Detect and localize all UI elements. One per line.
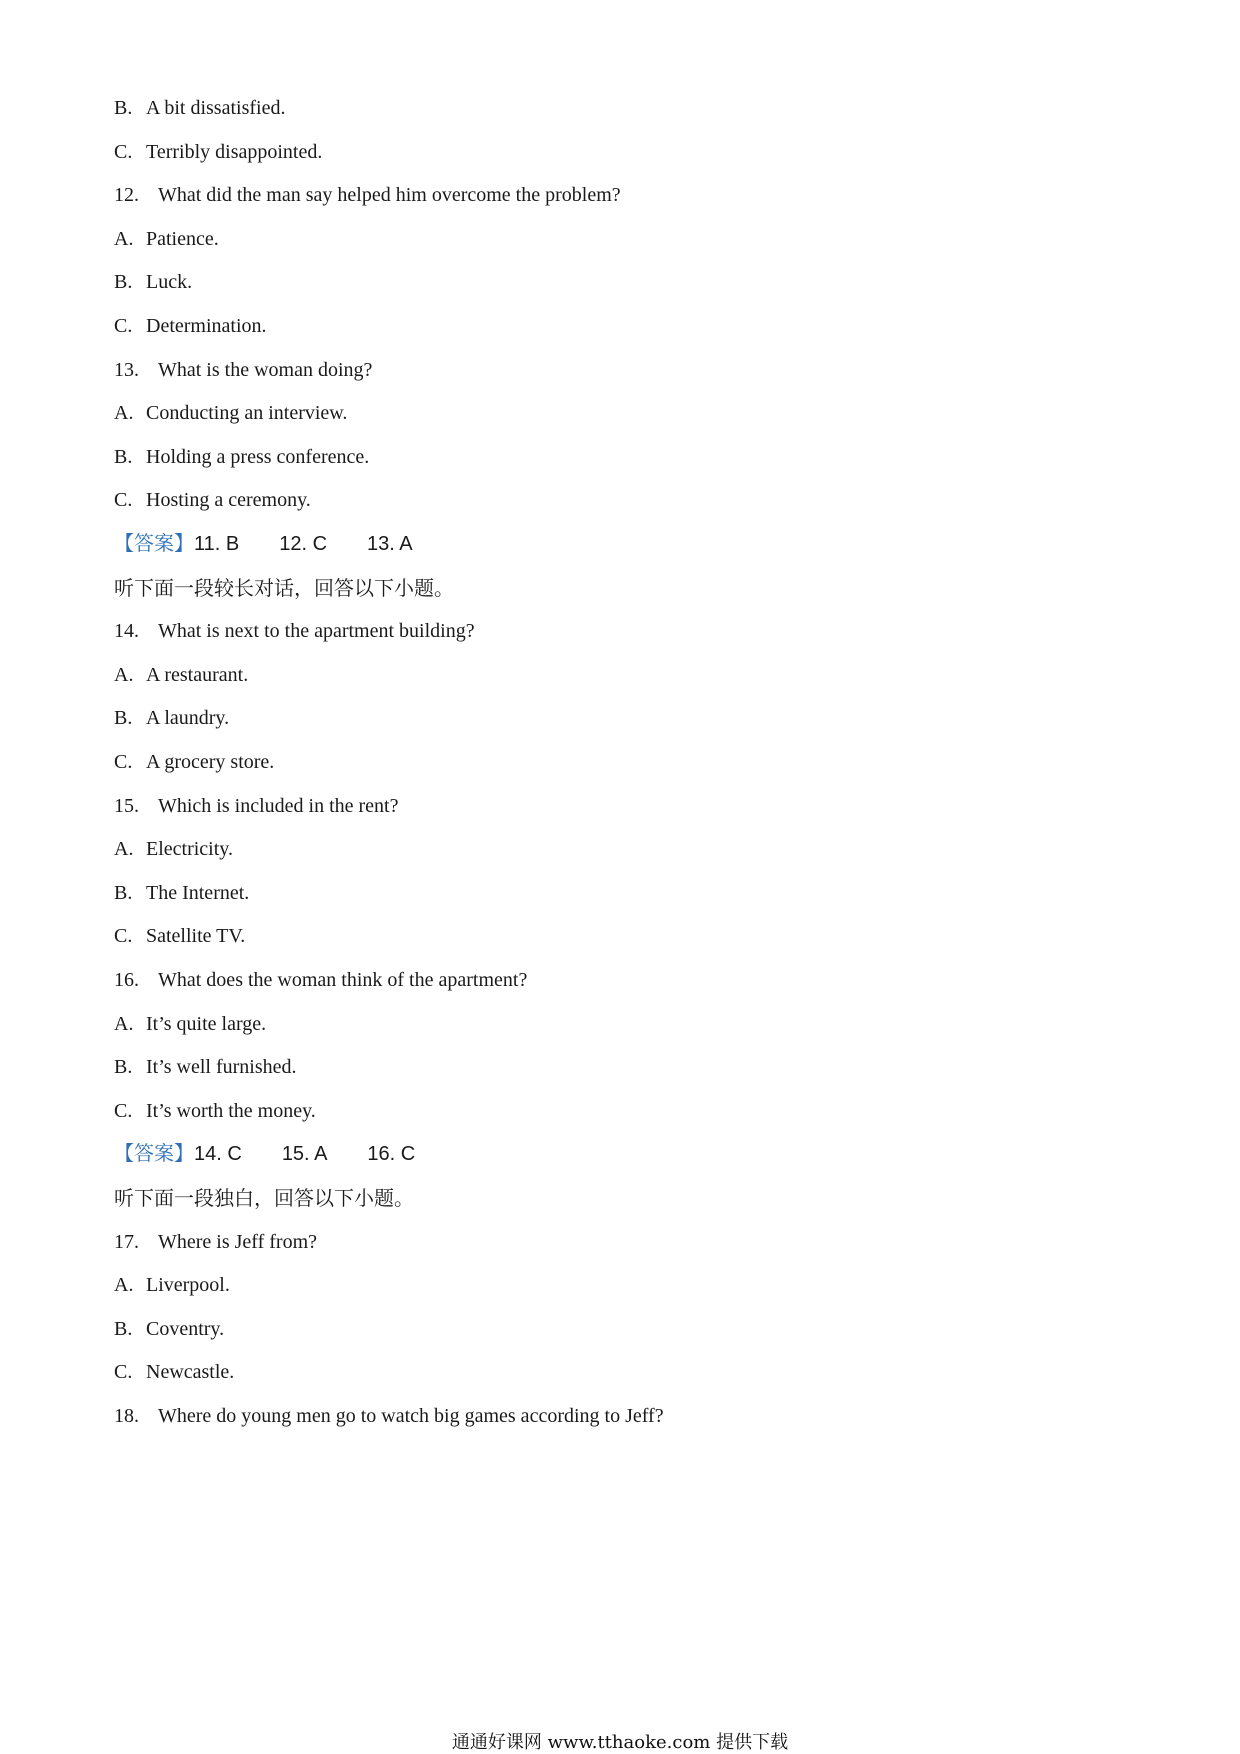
option-label: B. (114, 1056, 133, 1079)
answer-item: 16. C (367, 1143, 416, 1166)
option-label: B. (114, 97, 133, 119)
page-footer: 通通好课网 www.tthaoke.com 提供下载 (451, 1732, 789, 1753)
option-text: Patience. (146, 227, 219, 250)
question-number: 13. (114, 358, 139, 381)
option-line (114, 1316, 224, 1342)
answer-item: 14. C (194, 1143, 242, 1166)
option-label: A. (114, 227, 134, 250)
option-text: A grocery store. (146, 751, 275, 773)
question-number: 15. (114, 794, 139, 817)
option-line (114, 313, 267, 339)
question-line (114, 1403, 664, 1429)
option-text: A restaurant. (146, 663, 249, 686)
option-text: A bit dissatisfied. (146, 97, 286, 119)
question-line (114, 1229, 317, 1255)
option-line (114, 1098, 316, 1124)
option-label: C. (114, 925, 133, 948)
option-text: Terribly disappointed. (146, 140, 323, 163)
option-line (114, 269, 192, 295)
option-label: A. (114, 838, 134, 861)
option-label: A. (114, 402, 134, 425)
option-line (114, 836, 233, 862)
option-label: A. (114, 663, 134, 686)
question-line (114, 357, 372, 383)
option-line (114, 95, 285, 121)
question-line (114, 793, 398, 819)
answer-tag: 【答案】 (114, 533, 194, 555)
option-text: Electricity. (146, 838, 233, 861)
option-text: Hosting a ceremony. (146, 489, 311, 512)
question-line (114, 182, 621, 208)
option-text: The Internet. (146, 881, 250, 904)
option-text: Liverpool. (146, 1274, 230, 1297)
answer-item: 13. A (367, 533, 413, 555)
option-label: B. (114, 881, 133, 904)
answer-key-line (114, 531, 453, 557)
option-label: C. (114, 751, 133, 773)
option-line (114, 444, 369, 470)
answer-item: 11. B (194, 533, 240, 555)
question-text: Where is Jeff from? (158, 1230, 318, 1253)
section-instruction: 听下面一段较长对话，回答以下小题。 (114, 575, 454, 600)
question-text: What did the man say helped him overcome the problem? (158, 184, 621, 207)
option-line (114, 1272, 230, 1298)
answer-key-line (114, 1141, 455, 1167)
answer-item: 12. C (279, 533, 328, 555)
question-number: 17. (114, 1230, 139, 1253)
option-text: Holding a press conference. (146, 445, 370, 468)
question-line (114, 967, 527, 993)
option-line (114, 487, 311, 513)
option-label: C. (114, 489, 133, 512)
option-label: B. (114, 445, 133, 468)
option-label: B. (114, 271, 133, 294)
option-line (114, 226, 219, 252)
question-line (114, 618, 475, 644)
option-line (114, 749, 274, 775)
question-number: 16. (114, 969, 139, 991)
question-text: Where do young men go to watch big games according to Jeff? (158, 1405, 664, 1427)
option-text: Luck. (146, 271, 193, 294)
question-number: 12. (114, 184, 139, 207)
option-line (114, 1054, 297, 1080)
option-line (114, 1011, 266, 1037)
question-text: What is next to the apartment building? (158, 620, 475, 643)
option-label: B. (114, 707, 133, 730)
question-text: What is the woman doing? (158, 358, 373, 381)
option-line (114, 1359, 234, 1385)
section-instruction: 听下面一段独白，回答以下小题。 (114, 1186, 414, 1210)
option-text: Coventry. (146, 1317, 225, 1340)
question-number: 18. (114, 1405, 139, 1427)
option-text: It’s well furnished. (146, 1056, 297, 1079)
option-text: Determination. (146, 315, 267, 337)
answer-item: 15. A (281, 1143, 328, 1166)
option-label: C. (114, 315, 133, 337)
option-line (114, 139, 322, 165)
option-label: B. (114, 1317, 133, 1340)
answer-tag: 【答案】 (114, 1143, 194, 1166)
question-number: 14. (114, 620, 139, 643)
option-line (114, 923, 245, 949)
option-label: C. (114, 1099, 133, 1122)
option-text: A laundry. (146, 707, 230, 730)
option-text: Satellite TV. (146, 925, 246, 948)
option-line (114, 400, 347, 426)
option-text: Conducting an interview. (146, 402, 348, 425)
question-text: Which is included in the rent? (158, 794, 399, 817)
option-label: A. (114, 1274, 134, 1297)
question-text: What does the woman think of the apartment? (158, 969, 528, 991)
option-text: It’s quite large. (146, 1012, 267, 1035)
option-label: A. (114, 1012, 134, 1035)
option-line (114, 880, 249, 906)
option-line (114, 662, 248, 688)
option-text: It’s worth the money. (146, 1099, 316, 1122)
option-line (114, 705, 229, 731)
option-label: C. (114, 140, 133, 163)
option-label: C. (114, 1361, 133, 1384)
option-text: Newcastle. (146, 1361, 235, 1384)
